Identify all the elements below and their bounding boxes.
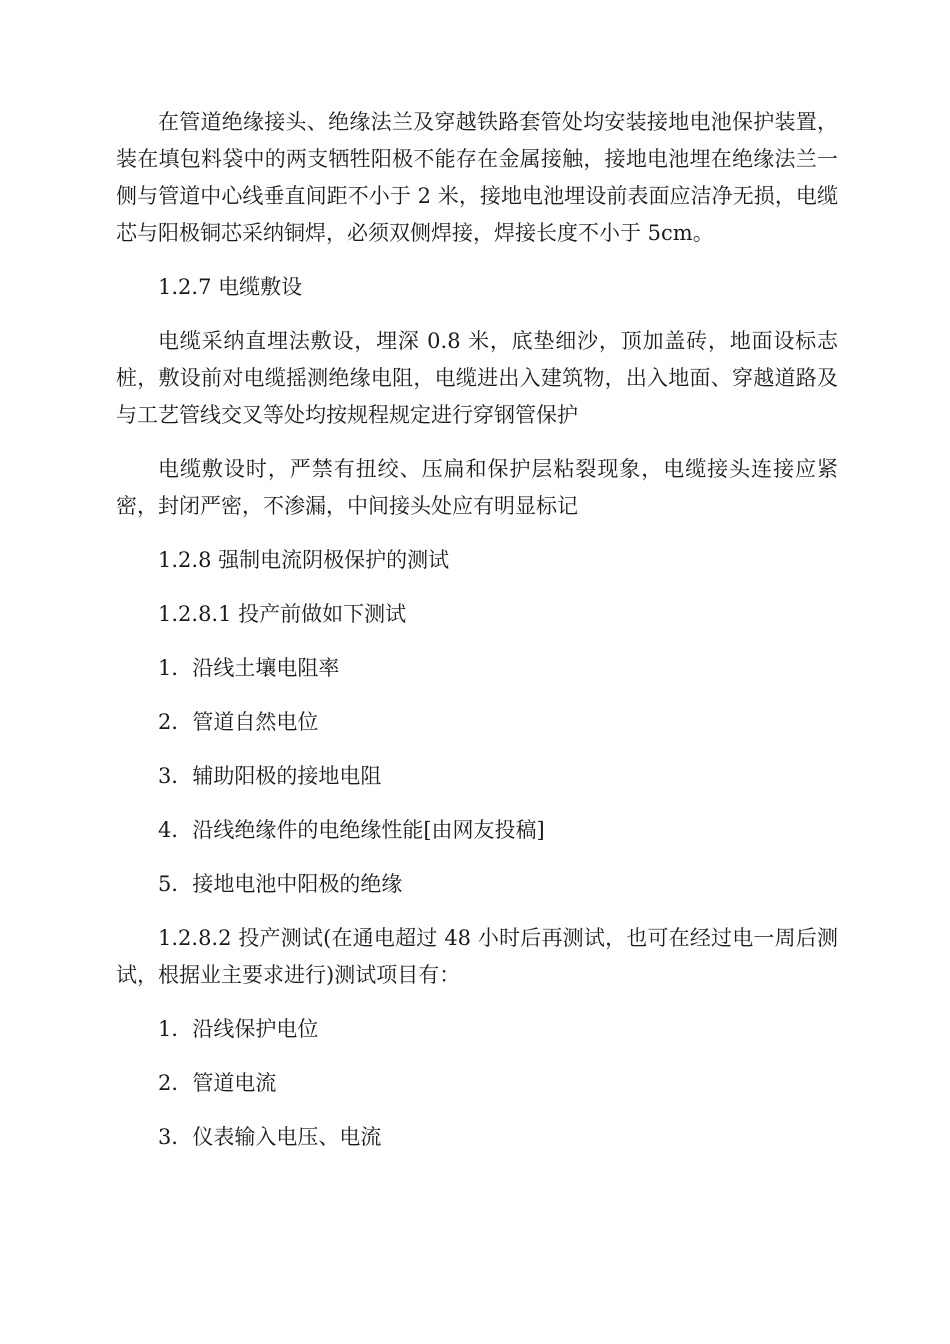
list-item: 5．接地电池中阳极的绝缘 xyxy=(158,872,403,896)
document-page xyxy=(116,104,838,1173)
list-item: 3．辅助阳极的接地电阻 xyxy=(158,764,382,788)
heading-1-2-8: 1.2.8 强制电流阴极保护的测试 xyxy=(158,548,450,572)
list-item: 1．沿线土壤电阻率 xyxy=(158,656,340,680)
list-item: 1．沿线保护电位 xyxy=(158,1017,319,1041)
list-item: 2．管道电流 xyxy=(158,1071,277,1095)
list-item: 4．沿线绝缘件的电绝缘性能[由网友投稿] xyxy=(158,818,545,842)
heading-1-2-8-1: 1.2.8.1 投产前做如下测试 xyxy=(158,602,407,626)
heading-1-2-8-2: 1.2.8.2 投产测试(在通电超过 48 小时后再测试，也可在经过电一周后测试，根据业主要求进行)测试项目有： xyxy=(116,926,838,987)
paragraph-grounding-battery: 在管道绝缘接头、绝缘法兰及穿越铁路套管处均安装接地电池保护装置，装在填包料袋中的两支牺牲阳极不能存在金属接触，接地电池埋在绝缘法兰一侧与管道中心线垂直间距不小于 2 米，接地电池埋设前表面应洁净无损，电缆芯与阳极铜芯采纳铜焊，必须双侧焊接，焊接长度不小于 5cm。 xyxy=(116,110,838,245)
list-item: 2．管道自然电位 xyxy=(158,710,319,734)
list-item: 3．仪表输入电压、电流 xyxy=(158,1125,382,1149)
paragraph-cable-laying-requirements: 电缆敷设时，严禁有扭绞、压扁和保护层粘裂现象，电缆接头连接应紧密，封闭严密，不渗漏，中间接头处应有明显标记 xyxy=(116,457,838,518)
paragraph-cable-laying: 电缆采纳直埋法敷设，埋深 0.8 米，底垫细沙，顶加盖砖，地面设标志桩，敷设前对电缆摇测绝缘电阻，电缆进出入建筑物，出入地面、穿越道路及与工艺管线交叉等处均按规程规定进行穿钢管保护 xyxy=(116,329,838,427)
heading-1-2-7: 1.2.7 电缆敷设 xyxy=(158,275,303,299)
